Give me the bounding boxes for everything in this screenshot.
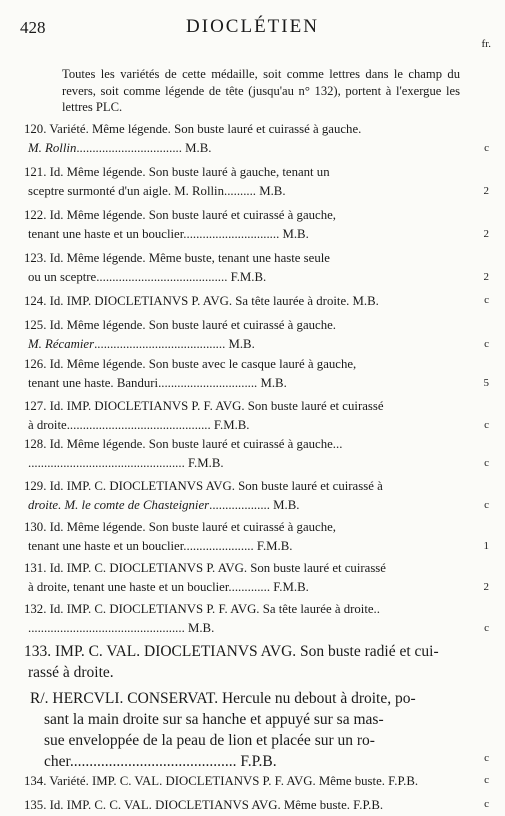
entry-line-1: 123. Id. Même légende. Même buste, tenant une haste seule — [24, 251, 330, 265]
rarity-mark: 2 — [483, 185, 489, 197]
entry-line-2-text: sceptre surmonté d'un aigle. M. Rollin — [28, 184, 225, 198]
module-label: M.B. — [259, 184, 286, 198]
catalog-entry-124 — [24, 292, 464, 311]
catalog-entry-121 — [24, 163, 464, 201]
entry-line-1: 122. Id. Même légende. Son buste lauré et cuirassé à gauche, — [24, 208, 336, 222]
module-label: F.M.B. — [256, 539, 293, 553]
rarity-mark: c — [484, 774, 489, 786]
catalog-entry-128 — [24, 435, 464, 473]
catalog-entry-122 — [24, 206, 464, 244]
leader-dots: .............................. — [183, 227, 280, 241]
entry-line-2-text: ou un sceptre — [28, 270, 97, 284]
entry-line-2-text: à droite, tenant une haste et un bouclier — [28, 580, 229, 594]
rarity-mark: 2 — [483, 271, 489, 283]
catalog-entry-133 — [24, 641, 474, 683]
entry-line-2: rassé à droite. — [28, 664, 114, 681]
rarity-mark: c — [484, 752, 489, 764]
leader-dots: ......................................... — [96, 270, 228, 284]
leader-dots: ............................................. — [66, 418, 211, 432]
module-label: M.B. — [228, 337, 255, 351]
leader-dots: ................................. — [76, 141, 182, 155]
catalog-entry-123 — [24, 249, 464, 287]
catalog-entry-125 — [24, 316, 464, 354]
rarity-mark: 1 — [483, 540, 489, 552]
module-label: M.B. — [282, 227, 309, 241]
module-label: M.B. — [187, 621, 215, 635]
catalog-entry-127 — [24, 397, 464, 435]
leader-dots: ................................................. — [28, 456, 185, 470]
reverse-line-2: sant la main droite sur sa hanche et appuyé sur sa mas- — [44, 711, 384, 728]
entry-line-2-text: tenant une haste et un bouclier — [28, 227, 184, 241]
catalog-entry-134 — [24, 772, 464, 791]
catalog-entry-126 — [24, 355, 464, 393]
rarity-mark: c — [484, 798, 489, 810]
leader-dots: ...................... — [183, 539, 254, 553]
catalog-entry-129 — [24, 477, 464, 515]
entry-line-1: 121. Id. Même légende. Son buste lauré à gauche, tenant un — [24, 165, 330, 179]
rarity-mark: 5 — [483, 377, 489, 389]
leader-dots: ........................................... — [69, 753, 237, 770]
reverse-line-4-text: cher — [44, 753, 70, 770]
leader-dots: ................................................. — [28, 621, 185, 635]
intro-paragraph: Toutes les variétés de cette médaille, soit comme lettres dans le champ du revers, soit comme légende de tête (jusqu'au n° 132), portent à l'exergue les lettres PLC. — [62, 67, 460, 114]
module-label: F.M.B. — [230, 270, 267, 284]
leader-dots: ......................................... — [94, 337, 226, 351]
catalog-entry-135 — [24, 796, 464, 815]
entry-line-1: 130. Id. Même légende. Son buste lauré et cuirassé à gauche, — [24, 520, 336, 534]
reverse-line-1: R/. HERCVLI. CONSERVAT. Hercule nu debout à droite, po- — [30, 690, 416, 707]
leader-dots: ............. — [228, 580, 271, 594]
module-label: F.M.B. — [273, 580, 309, 594]
catalog-entry-131 — [24, 559, 464, 597]
entry-line-1: 133. IMP. C. VAL. DIOCLETIANVS AVG. Son buste radié et cui- — [24, 643, 439, 660]
module-label: F.M.B. — [213, 418, 250, 432]
module-label: F.P.B. — [240, 753, 277, 770]
entry-line-2-text: tenant une haste et un bouclier — [28, 539, 184, 553]
rarity-mark: c — [484, 142, 489, 154]
entry-line-1: 127. Id. IMP. DIOCLETIANVS P. F. AVG. Son buste lauré et cuirassé — [24, 399, 384, 413]
rarity-mark: c — [484, 622, 489, 634]
entry-line: 134. Variété. IMP. C. VAL. DIOCLETIANVS P. F. AVG. Même buste. F.P.B. — [24, 774, 419, 788]
entry-line-1: 120. Variété. Même légende. Son buste lauré et cuirassé à gauche. — [24, 122, 362, 136]
entry-line-1: 125. Id. Même légende. Son buste lauré et cuirassé à gauche. — [24, 318, 336, 332]
rarity-mark: c — [484, 457, 489, 469]
entry-line: 135. Id. IMP. C. C. VAL. DIOCLETIANVS AVG. Même buste. F.P.B. — [24, 798, 384, 812]
rarity-mark: c — [484, 499, 489, 511]
entry-line-1: 131. Id. IMP. C. DIOCLETIANVS P. AVG. Son buste lauré et cuirassé — [24, 561, 386, 575]
entry-line-2-text: à droite — [28, 418, 67, 432]
leader-dots: .......... — [224, 184, 257, 198]
entry-line-1: 129. Id. IMP. C. DIOCLETIANVS AVG. Son buste lauré et cuirassé à — [24, 479, 383, 493]
rarity-mark: 2 — [483, 581, 489, 593]
module-label: M.B. — [185, 141, 212, 155]
rarity-mark: c — [484, 419, 489, 431]
entry-line-1: 124. Id. IMP. DIOCLETIANVS P. AVG. Sa tête laurée à droite. M.B. — [24, 294, 379, 308]
entry-line-1: 126. Id. Même légende. Son buste avec le casque lauré à gauche, — [24, 357, 357, 371]
module-label: M.B. — [260, 376, 287, 390]
entry-line-2-text: M. Récamier — [28, 337, 95, 351]
entry-line-1: 128. Id. Même légende. Son buste lauré et cuirassé à gauche... — [24, 437, 343, 451]
column-label: fr. — [481, 38, 491, 50]
leader-dots: ............................... — [158, 376, 258, 390]
catalog-entry-132 — [24, 600, 464, 638]
page-number: 428 — [20, 18, 46, 37]
catalog-entry-120 — [24, 120, 464, 158]
leader-dots: ................... — [209, 498, 270, 512]
page-title: DIOCLÉTIEN — [186, 16, 319, 37]
catalog-entry-130 — [24, 518, 464, 556]
entry-line-1: 132. Id. IMP. C. DIOCLETIANVS P. F. AVG. Sa tête laurée à droite.. — [24, 602, 380, 616]
module-label: M.B. — [273, 498, 300, 512]
rarity-mark: c — [484, 294, 489, 306]
rarity-mark: 2 — [483, 228, 489, 240]
reverse-line-3: sue enveloppée de la peau de lion et placée sur un ro- — [44, 732, 375, 749]
module-label: F.M.B. — [187, 456, 224, 470]
reverse-description — [30, 688, 478, 772]
entry-line-2-text: droite. M. le comte de Chasteignier — [28, 498, 210, 512]
entry-line-2-text: tenant une haste. Banduri — [28, 376, 159, 390]
entry-line-2-text: M. Rollin — [28, 141, 77, 155]
rarity-mark: c — [484, 338, 489, 350]
